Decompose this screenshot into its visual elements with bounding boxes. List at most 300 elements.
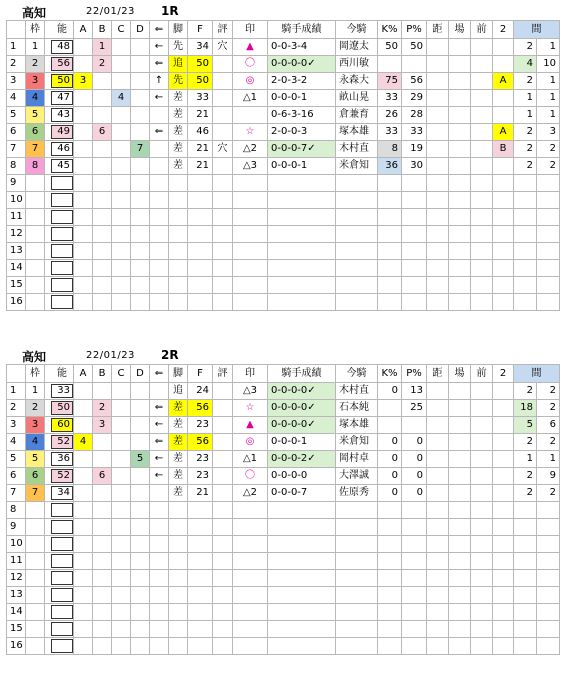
col-a	[74, 294, 93, 311]
col-a	[74, 587, 93, 604]
kyori-cell	[427, 107, 449, 124]
p-percent-cell: 13	[402, 383, 427, 400]
ma-cell-2	[537, 502, 560, 519]
kishu-seiseki-cell: 0-0-0-1	[268, 158, 336, 175]
shirushi-cell	[233, 243, 268, 260]
hyo-cell	[213, 192, 233, 209]
nouryoku-cell	[51, 468, 74, 485]
col-d	[131, 536, 150, 553]
ma-cell-1: 2	[514, 124, 537, 141]
column-header: 間	[514, 21, 560, 39]
col-a	[74, 158, 93, 175]
p-percent-cell	[402, 260, 427, 277]
waku-cell	[26, 277, 45, 294]
table-row	[7, 621, 560, 638]
col-a: 4	[74, 434, 93, 451]
col-a	[74, 536, 93, 553]
shirushi-cell	[233, 587, 268, 604]
p-percent-cell	[402, 56, 427, 73]
shirushi-cell	[233, 638, 268, 655]
k-percent-cell	[378, 417, 402, 434]
race-table-1r	[6, 20, 560, 311]
konki-cell: 佐原秀	[336, 485, 378, 502]
nouryoku-cell	[51, 587, 74, 604]
kishu-seiseki-cell: 0-0-0-7✓	[268, 141, 336, 158]
shirushi-cell	[233, 294, 268, 311]
p-percent-cell: 19	[402, 141, 427, 158]
ba-cell	[449, 141, 471, 158]
ba-cell	[449, 107, 471, 124]
ma-cell-2: 2	[537, 400, 560, 417]
kyaku-cell: 先	[169, 73, 188, 90]
race-number: 1R	[161, 4, 179, 18]
shirushi-cell: ◎	[233, 434, 268, 451]
column-header: C	[112, 365, 131, 383]
p-percent-cell	[402, 621, 427, 638]
konki-cell: 畝山晃	[336, 90, 378, 107]
kishu-seiseki-cell: 0-0-0-2✓	[268, 451, 336, 468]
col-b	[93, 158, 112, 175]
p-percent-cell: 33	[402, 124, 427, 141]
konki-cell	[336, 604, 378, 621]
kyori-cell	[427, 277, 449, 294]
col-2-cell	[493, 260, 514, 277]
col-a	[74, 417, 93, 434]
col-b	[93, 519, 112, 536]
table-row	[7, 553, 560, 570]
ba-cell	[449, 570, 471, 587]
ma-cell-1: 5	[514, 417, 537, 434]
f-cell: 33	[188, 90, 213, 107]
waku-cell	[26, 604, 45, 621]
col-d	[131, 90, 150, 107]
column-header: 2	[493, 21, 514, 39]
shirushi-cell: △3	[233, 158, 268, 175]
k-percent-cell	[378, 536, 402, 553]
row-number: 3	[7, 417, 26, 434]
shirushi-cell	[233, 570, 268, 587]
ba-cell	[449, 485, 471, 502]
ma-cell-2	[537, 277, 560, 294]
waku-cell	[26, 192, 45, 209]
col-d	[131, 294, 150, 311]
col-d	[131, 519, 150, 536]
col-b	[93, 107, 112, 124]
ba-cell	[449, 243, 471, 260]
hyo-cell	[213, 209, 233, 226]
col-2-cell	[493, 383, 514, 400]
kyori-cell	[427, 553, 449, 570]
col-a	[74, 383, 93, 400]
race-date: 22/01/23	[86, 350, 135, 361]
hyo-cell	[213, 294, 233, 311]
f-cell: 23	[188, 468, 213, 485]
k-percent-cell	[378, 56, 402, 73]
col-2-cell	[493, 604, 514, 621]
kyaku-cell	[169, 604, 188, 621]
waku-cell: 5	[26, 107, 45, 124]
kyori-cell	[427, 90, 449, 107]
k-percent-cell: 0	[378, 451, 402, 468]
ma-cell-1	[514, 175, 537, 192]
kishu-seiseki-cell	[268, 587, 336, 604]
race-block-2r	[6, 346, 560, 655]
row-number: 12	[7, 570, 26, 587]
col-b	[93, 243, 112, 260]
col-c	[112, 519, 131, 536]
col-c	[112, 192, 131, 209]
kyaku-cell	[169, 519, 188, 536]
kyaku-cell: 差	[169, 141, 188, 158]
col-a	[74, 90, 93, 107]
waku-cell: 7	[26, 141, 45, 158]
nouryoku-box: 46	[51, 142, 73, 156]
table-row	[7, 638, 560, 655]
f-cell: 34	[188, 39, 213, 56]
kyori-cell	[427, 158, 449, 175]
column-header: B	[93, 365, 112, 383]
column-header: 間	[514, 365, 560, 383]
shirushi-cell	[233, 519, 268, 536]
hyo-cell	[213, 243, 233, 260]
hyo-cell	[213, 536, 233, 553]
ma-cell-1	[514, 604, 537, 621]
row-number: 3	[7, 73, 26, 90]
col-c	[112, 621, 131, 638]
k-percent-cell	[378, 192, 402, 209]
ba-cell	[449, 124, 471, 141]
col-2-cell	[493, 56, 514, 73]
kishu-seiseki-cell	[268, 192, 336, 209]
hyo-cell	[213, 400, 233, 417]
row-number: 14	[7, 260, 26, 277]
waku-cell	[26, 175, 45, 192]
col-d	[131, 192, 150, 209]
ma-cell-2: 1	[537, 107, 560, 124]
nouryoku-cell	[51, 277, 74, 294]
column-header: D	[131, 21, 150, 39]
arrow-cell	[150, 570, 169, 587]
arrow-cell	[150, 638, 169, 655]
column-header: 脚	[169, 365, 188, 383]
column-header: A	[74, 365, 93, 383]
nouryoku-cell	[51, 553, 74, 570]
kyori-cell	[427, 587, 449, 604]
p-percent-cell: 29	[402, 90, 427, 107]
ma-cell-2	[537, 209, 560, 226]
mae-cell	[471, 451, 493, 468]
nouryoku-cell	[51, 570, 74, 587]
shirushi-cell: ☆	[233, 124, 268, 141]
col-2-cell	[493, 175, 514, 192]
konki-cell	[336, 226, 378, 243]
arrow-cell: ←	[150, 451, 169, 468]
col-d	[131, 383, 150, 400]
ba-cell	[449, 451, 471, 468]
f-cell	[188, 175, 213, 192]
ma-cell-1: 1	[514, 107, 537, 124]
col-c	[112, 124, 131, 141]
nouryoku-box: 48	[51, 40, 73, 54]
p-percent-cell	[402, 502, 427, 519]
ba-cell	[449, 536, 471, 553]
kyaku-cell: 差	[169, 107, 188, 124]
shirushi-cell: ▲	[233, 417, 268, 434]
shirushi-cell	[233, 175, 268, 192]
f-cell	[188, 294, 213, 311]
col-d	[131, 621, 150, 638]
ba-cell	[449, 175, 471, 192]
col-a	[74, 124, 93, 141]
kyori-cell	[427, 124, 449, 141]
nouryoku-box	[51, 261, 73, 275]
nouryoku-box	[51, 176, 73, 190]
k-percent-cell: 0	[378, 383, 402, 400]
table-row	[7, 570, 560, 587]
col-c	[112, 243, 131, 260]
waku-cell: 3	[26, 73, 45, 90]
f-cell	[188, 638, 213, 655]
k-percent-cell	[378, 277, 402, 294]
col-2-cell	[493, 294, 514, 311]
konki-cell: 西川敏	[336, 56, 378, 73]
col-d	[131, 158, 150, 175]
row-number: 4	[7, 434, 26, 451]
shirushi-cell	[233, 107, 268, 124]
mae-cell	[471, 39, 493, 56]
arrow-cell: ⇐	[150, 56, 169, 73]
ba-cell	[449, 383, 471, 400]
col-c	[112, 39, 131, 56]
p-percent-cell	[402, 226, 427, 243]
k-percent-cell: 36	[378, 158, 402, 175]
nouryoku-cell	[51, 383, 74, 400]
nouryoku-cell	[51, 621, 74, 638]
ma-cell-2	[537, 570, 560, 587]
col-b	[93, 73, 112, 90]
race-date: 22/01/23	[86, 6, 135, 17]
konki-cell: 倉兼育	[336, 107, 378, 124]
col-d	[131, 124, 150, 141]
hyo-cell	[213, 383, 233, 400]
col-b	[93, 141, 112, 158]
col-c	[112, 175, 131, 192]
kyaku-cell: 差	[169, 468, 188, 485]
col-b	[93, 604, 112, 621]
arrow-cell	[150, 485, 169, 502]
waku-cell: 1	[26, 383, 45, 400]
nouryoku-box	[51, 193, 73, 207]
waku-cell	[26, 587, 45, 604]
table-row	[7, 39, 560, 56]
kyaku-cell: 追	[169, 56, 188, 73]
ma-cell-1	[514, 536, 537, 553]
col-d	[131, 175, 150, 192]
mae-cell	[471, 519, 493, 536]
row-number: 1	[7, 39, 26, 56]
kyaku-cell	[169, 502, 188, 519]
kyaku-cell	[169, 536, 188, 553]
mae-cell	[471, 294, 493, 311]
row-number: 5	[7, 107, 26, 124]
col-b	[93, 209, 112, 226]
kishu-seiseki-cell	[268, 570, 336, 587]
shirushi-cell: △2	[233, 141, 268, 158]
k-percent-cell: 26	[378, 107, 402, 124]
table-row	[7, 107, 560, 124]
kyaku-cell: 追	[169, 383, 188, 400]
waku-cell: 4	[26, 90, 45, 107]
f-cell	[188, 209, 213, 226]
col-c	[112, 141, 131, 158]
k-percent-cell	[378, 294, 402, 311]
nouryoku-box: 33	[51, 384, 73, 398]
arrow-cell	[150, 175, 169, 192]
konki-cell	[336, 243, 378, 260]
col-a	[74, 638, 93, 655]
col-b: 6	[93, 468, 112, 485]
table-row	[7, 277, 560, 294]
col-c	[112, 277, 131, 294]
table-row	[7, 243, 560, 260]
konki-cell	[336, 553, 378, 570]
kyori-cell	[427, 209, 449, 226]
kyori-cell	[427, 192, 449, 209]
mae-cell	[471, 158, 493, 175]
p-percent-cell: 0	[402, 434, 427, 451]
kyori-cell	[427, 638, 449, 655]
mae-cell	[471, 141, 493, 158]
nouryoku-box: 49	[51, 125, 73, 139]
kyaku-cell: 差	[169, 434, 188, 451]
arrow-cell	[150, 621, 169, 638]
kyori-cell	[427, 604, 449, 621]
nouryoku-cell	[51, 141, 74, 158]
col-2-cell	[493, 243, 514, 260]
col-d	[131, 570, 150, 587]
row-number: 8	[7, 158, 26, 175]
col-a	[74, 468, 93, 485]
k-percent-cell: 0	[378, 468, 402, 485]
col-d	[131, 56, 150, 73]
p-percent-cell: 0	[402, 485, 427, 502]
kyaku-cell	[169, 621, 188, 638]
f-cell	[188, 570, 213, 587]
nouryoku-cell	[51, 294, 74, 311]
kishu-seiseki-cell	[268, 638, 336, 655]
col-d	[131, 502, 150, 519]
kyaku-cell	[169, 209, 188, 226]
hyo-cell	[213, 90, 233, 107]
row-number: 9	[7, 519, 26, 536]
kyori-cell	[427, 175, 449, 192]
nouryoku-cell	[51, 39, 74, 56]
nouryoku-cell	[51, 451, 74, 468]
ma-cell-1	[514, 243, 537, 260]
col-d	[131, 226, 150, 243]
col-b	[93, 175, 112, 192]
row-number: 10	[7, 536, 26, 553]
row-number: 15	[7, 277, 26, 294]
p-percent-cell: 56	[402, 73, 427, 90]
arrow-cell: ⇐	[150, 434, 169, 451]
p-percent-cell	[402, 536, 427, 553]
waku-cell: 6	[26, 124, 45, 141]
col-c	[112, 260, 131, 277]
ma-cell-2: 2	[537, 383, 560, 400]
col-2-cell: B	[493, 141, 514, 158]
kishu-seiseki-cell	[268, 260, 336, 277]
shirushi-cell: △3	[233, 383, 268, 400]
col-2-cell	[493, 621, 514, 638]
konki-cell	[336, 638, 378, 655]
konki-cell	[336, 502, 378, 519]
p-percent-cell: 28	[402, 107, 427, 124]
ma-cell-1: 1	[514, 451, 537, 468]
col-c	[112, 294, 131, 311]
col-c	[112, 417, 131, 434]
column-header: 今騎	[336, 365, 378, 383]
hyo-cell	[213, 638, 233, 655]
col-d	[131, 400, 150, 417]
mae-cell	[471, 417, 493, 434]
venue-label: 高知	[22, 350, 47, 364]
kyori-cell	[427, 536, 449, 553]
table-row	[7, 383, 560, 400]
col-2-cell: A	[493, 73, 514, 90]
nouryoku-cell	[51, 107, 74, 124]
kishu-seiseki-cell: 2-0-0-3	[268, 124, 336, 141]
ma-cell-1: 2	[514, 39, 537, 56]
col-2-cell	[493, 277, 514, 294]
f-cell	[188, 587, 213, 604]
kyori-cell	[427, 468, 449, 485]
p-percent-cell: 0	[402, 451, 427, 468]
konki-cell: 石本純	[336, 400, 378, 417]
ba-cell	[449, 56, 471, 73]
col-2-cell	[493, 502, 514, 519]
column-header: 2	[493, 365, 514, 383]
column-header	[7, 21, 26, 39]
arrow-cell: ←	[150, 39, 169, 56]
arrow-cell	[150, 604, 169, 621]
konki-cell	[336, 570, 378, 587]
kyaku-cell	[169, 260, 188, 277]
kishu-seiseki-cell	[268, 226, 336, 243]
table-row	[7, 209, 560, 226]
col-b	[93, 277, 112, 294]
col-d	[131, 468, 150, 485]
table-row	[7, 90, 560, 107]
mae-cell	[471, 209, 493, 226]
column-header: 脚	[169, 21, 188, 39]
k-percent-cell: 0	[378, 434, 402, 451]
col-a: 3	[74, 73, 93, 90]
row-number: 1	[7, 383, 26, 400]
row-number: 11	[7, 553, 26, 570]
ma-cell-1: 2	[514, 434, 537, 451]
arrow-cell	[150, 587, 169, 604]
waku-cell	[26, 638, 45, 655]
col-b	[93, 587, 112, 604]
col-a	[74, 451, 93, 468]
col-b	[93, 383, 112, 400]
f-cell	[188, 621, 213, 638]
nouryoku-cell	[51, 73, 74, 90]
f-cell: 23	[188, 451, 213, 468]
row-number: 16	[7, 638, 26, 655]
col-2-cell	[493, 587, 514, 604]
